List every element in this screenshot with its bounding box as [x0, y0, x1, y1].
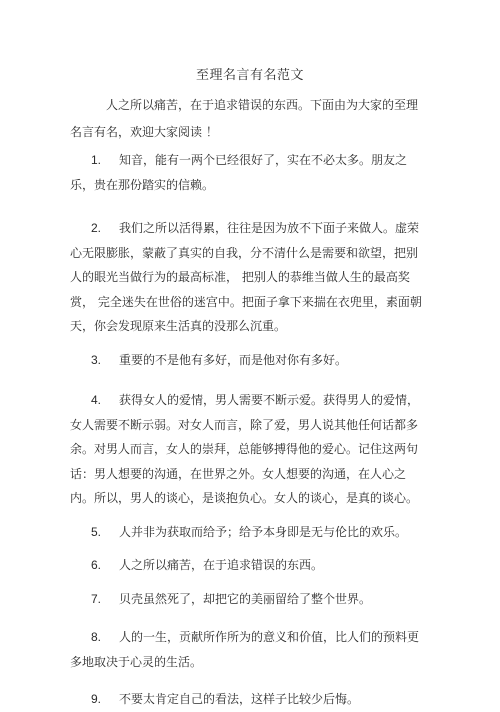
- quote-number: 8.: [91, 630, 102, 644]
- quote-list: [70, 148, 428, 712]
- quote-item: [70, 625, 428, 674]
- quote-number: 5.: [91, 524, 102, 539]
- quote-text: 获得女人的爱情，男人需要不断示爱。获得男人的爱情，女人需要不断示弱。对女人而言，除了爱，男人说其他任何话都多余。对男人而言，女人的崇拜，总能够搏得他的爱心。记住这两句话：男人想要的沟通，在世界之外。女人想要的沟通，在人心之内。所以，男人的谈心，是谈抱负心。女人的谈心，是真的谈心。: [70, 393, 420, 505]
- document-title: 至理名言有名范文: [195, 68, 304, 83]
- quote-item: [70, 388, 428, 511]
- quote-number: 6.: [91, 558, 102, 572]
- quote-number: 1.: [91, 153, 102, 167]
- quote-item: [70, 520, 428, 545]
- quote-text: 重要的不是他有多好，而是他对你有多好。: [119, 352, 348, 367]
- quote-text: 人之所以痛苦，在于追求错误的东西。: [119, 558, 324, 572]
- quote-item: [70, 148, 428, 197]
- quote-number: 7.: [91, 591, 102, 606]
- quote-number: 3.: [91, 352, 102, 367]
- quote-text: 贝壳虽然死了，却把它的美丽留给了整个世界。: [119, 591, 372, 606]
- quote-item: [70, 587, 428, 612]
- quote-number: 4.: [91, 393, 102, 407]
- quote-number: 2.: [91, 221, 102, 235]
- quote-text: 知音，能有一两个已经很好了，实在不必太多。朋友之乐，贵在那份踏实的信赖。: [70, 153, 408, 192]
- quote-text: 人并非为获取而给予；给予本身即是无与伦比的欢乐。: [119, 524, 408, 539]
- intro-paragraph: 人之所以痛苦，在于追求错误的东西。下面由为大家的至理名言有名，欢迎大家阅读 ！: [70, 98, 419, 139]
- quote-item: [70, 216, 428, 339]
- quote-text: 不要太肯定自己的看法，这样子比较少后悔。: [119, 692, 360, 706]
- quote-text: 我们之所以活得累，往往是因为放不下面子来做人。虚荣心无限膨胀，蒙蔽了真实的自我，分不清什么是需要和欲望，把别人的眼光当做行为的最高标准， 把别人的恭维当做人生的最高奖赏， 完全迷失在世俗的迷宫中。把面子拿下来揣在衣兜里，素面朝天，你会发现原来生活真的没那么沉重。: [70, 221, 422, 333]
- quote-item: [70, 348, 428, 373]
- quote-text: 人的一生，贡献所作所为的意义和价值，比人们的预料更多地取决于心灵的生活。: [70, 630, 420, 669]
- quote-item: [70, 553, 428, 578]
- quote-number: 9.: [91, 692, 102, 706]
